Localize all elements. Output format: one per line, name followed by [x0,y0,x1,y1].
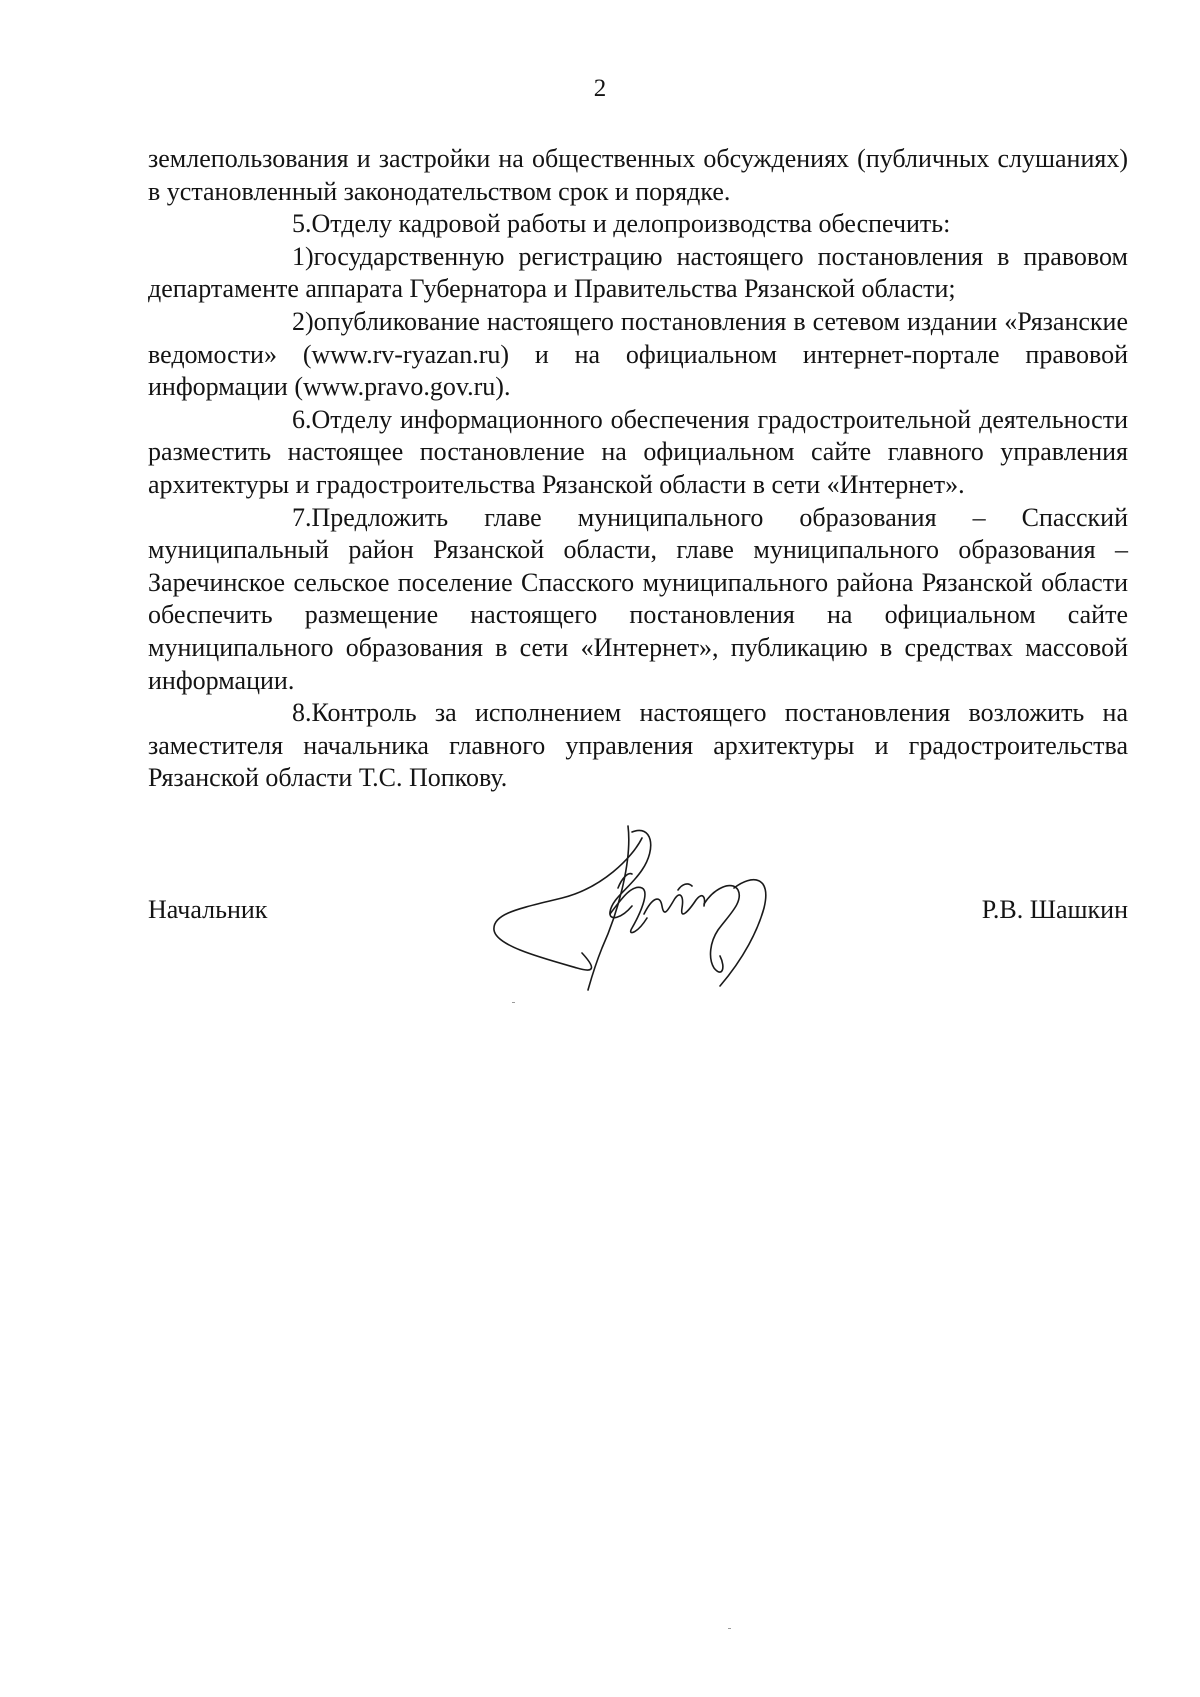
paragraph-text: Предложить главе муниципального образования – Спасский муниципальный район Рязанской области, главе муниципального образования – Заречинское сельское поселение Спасского муниципального района Рязанской области обеспечить размещение настоящего постановления на официальном сайте муниципального образования в сети «Интернет», публикацию в средствах массовой информации. [148,502,1128,695]
item-number: 5. [292,209,312,239]
paragraph-item-5-1 [148,241,1128,306]
scan-speck [512,1002,515,1003]
paragraph-text: опубликование настоящего постановления в сетевом издании «Рязанские ведомости» (www.rv-ryazan.ru) и на официальном интернет-портале правовой информации (www.pravo.gov.ru). [148,306,1128,402]
paragraph-item-8 [148,697,1128,795]
paragraph-text: государственную регистрацию настоящего постановления в правовом департаменте аппарата Губернатора и Правительства Рязанской области; [148,241,1128,304]
paragraph-item-7 [148,502,1128,698]
item-number: 1) [292,241,314,271]
paragraph-text: Контроль за исполнением настоящего постановления возложить на заместителя начальника главного управления архитектуры и градостроительства Рязанской области Т.С. Попкову. [148,698,1128,793]
paragraph-text: землепользования и застройки на общественных обсуждениях (публичных слушаниях) в установленный законодательством срок и порядке. [148,144,1128,206]
item-number: 7. [292,502,312,532]
item-number: 8. [292,698,312,728]
paragraph-item-5-2 [148,306,1128,404]
paragraph-text: Отделу информационного обеспечения градостроительной деятельности разместить настоящее постановление на официальном сайте главного управления архитектуры и градостроительства Рязанской области в сети «Интернет». [148,404,1128,499]
signatory-name: Р.В. Шашкин [981,895,1128,924]
page-number: 2 [593,75,607,102]
paragraph-text: Отделу кадровой работы и делопроизводства обеспечить: [311,209,951,239]
item-number: 2) [292,306,314,336]
paragraph-item-5 [148,208,1128,241]
scan-speck [728,1628,731,1629]
paragraph-item-6 [148,404,1128,502]
paragraph-continued [148,143,1128,208]
item-number: 6. [292,404,312,434]
signatory-position: Начальник [148,895,268,924]
handwritten-signature-icon [482,818,802,998]
document-body [148,143,1128,795]
